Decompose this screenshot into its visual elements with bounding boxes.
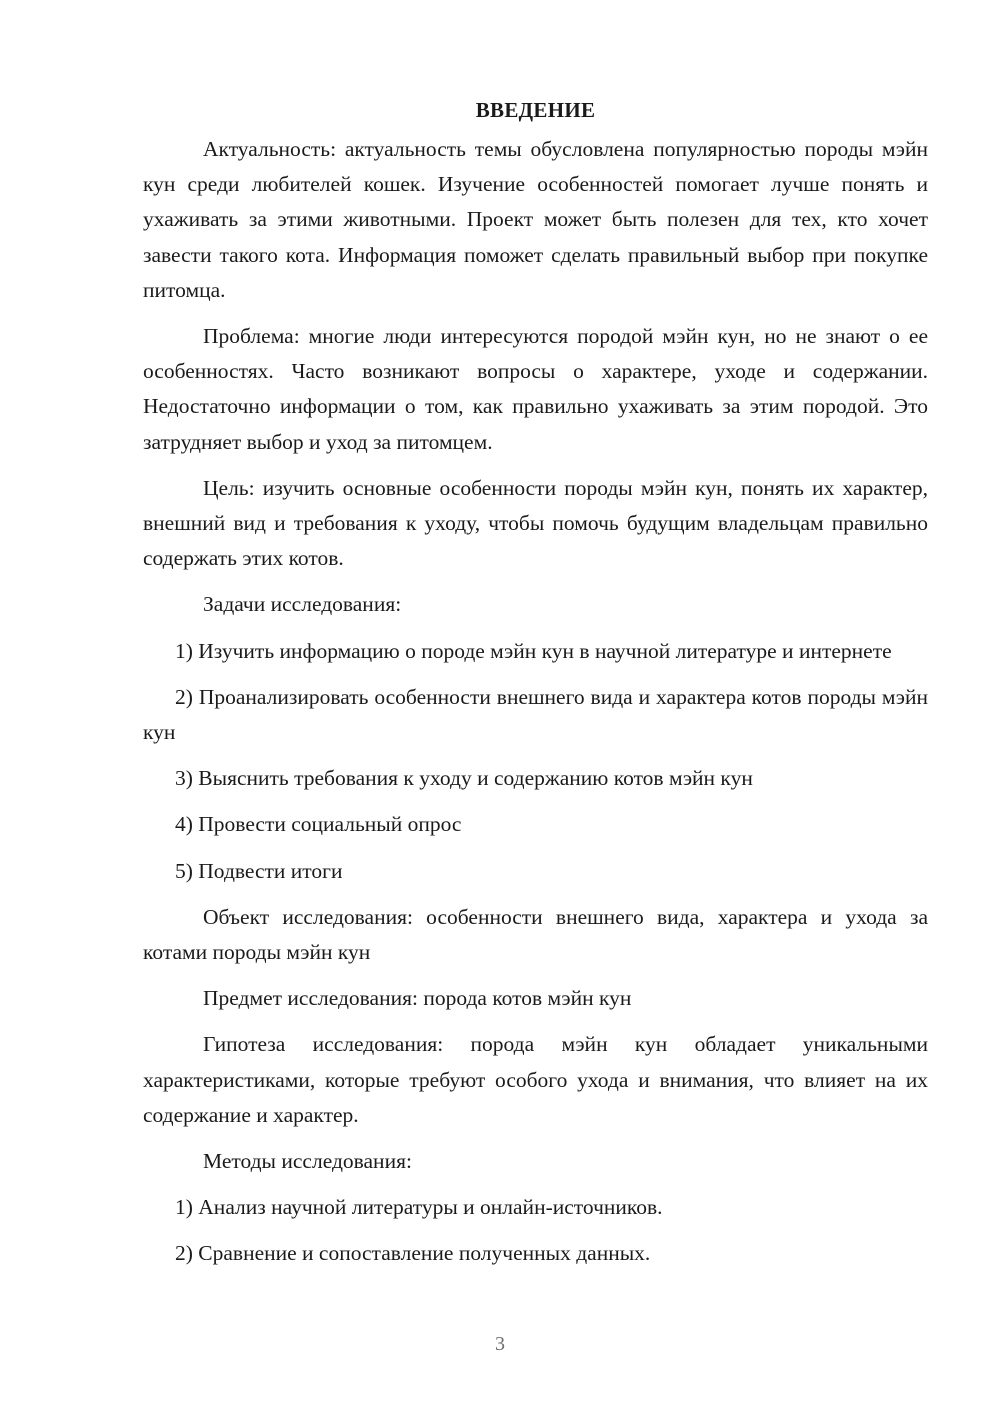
paragraph-subject: Предмет исследования: порода котов мэйн кун <box>203 986 632 1011</box>
method-item-1: 1) Анализ научной литературы и онлайн-источников. <box>175 1195 663 1220</box>
document-page <box>143 92 928 1283</box>
paragraph-object: Объект исследования: особенности внешнего вида, характера и ухода за котами породы мэйн кун <box>143 904 928 965</box>
task-item-2: 2) Проанализировать особенности внешнего вида и характера котов породы мэйн кун <box>143 684 928 745</box>
paragraph-goal: Цель: изучить основные особенности породы мэйн кун, понять их характер, внешний вид и требования к уходу, чтобы помочь будущим владельцам правильно содержать этих котов. <box>143 475 928 571</box>
paragraph-hypothesis: Гипотеза исследования: порода мэйн кун обладает уникальными характеристиками, которые требуют особого ухода и внимания, что влияет на их содержание и характер. <box>143 1032 928 1127</box>
task-item-1: 1) Изучить информацию о породе мэйн кун в научной литературе и интернете <box>175 638 892 663</box>
section-heading: ВВЕДЕНИЕ <box>475 98 596 122</box>
method-item-2: 2) Сравнение и сопоставление полученных данных. <box>175 1241 651 1266</box>
task-item-5: 5) Подвести итоги <box>175 858 343 883</box>
page-number: 3 <box>495 1333 505 1355</box>
paragraph-tasks-heading: Задачи исследования: <box>203 592 402 617</box>
task-item-4: 4) Провести социальный опрос <box>175 812 462 837</box>
paragraph-problem: Проблема: многие люди интересуются породой мэйн кун, но не знают о ее особенностях. Часто возникают вопросы о характере, уходе и содержании. Недостаточно информации о том, как правильно ухаживать за этим породой. Это затрудняет выбор и уход за питомцем. <box>143 324 928 454</box>
task-item-3: 3) Выяснить требования к уходу и содержанию котов мэйн кун <box>175 766 753 791</box>
paragraph-relevance: Актуальность: актуальность темы обусловлена популярностью породы мэйн кун среди любителей кошек. Изучение особенностей помогает лучше понять и ухаживать за этими животными. Проект может быть полезен для тех, кто хочет завести такого кота. Информация поможет сделать правильный выбор при покупке питомца. <box>143 137 928 302</box>
paragraph-methods-heading: Методы исследования: <box>203 1149 412 1174</box>
